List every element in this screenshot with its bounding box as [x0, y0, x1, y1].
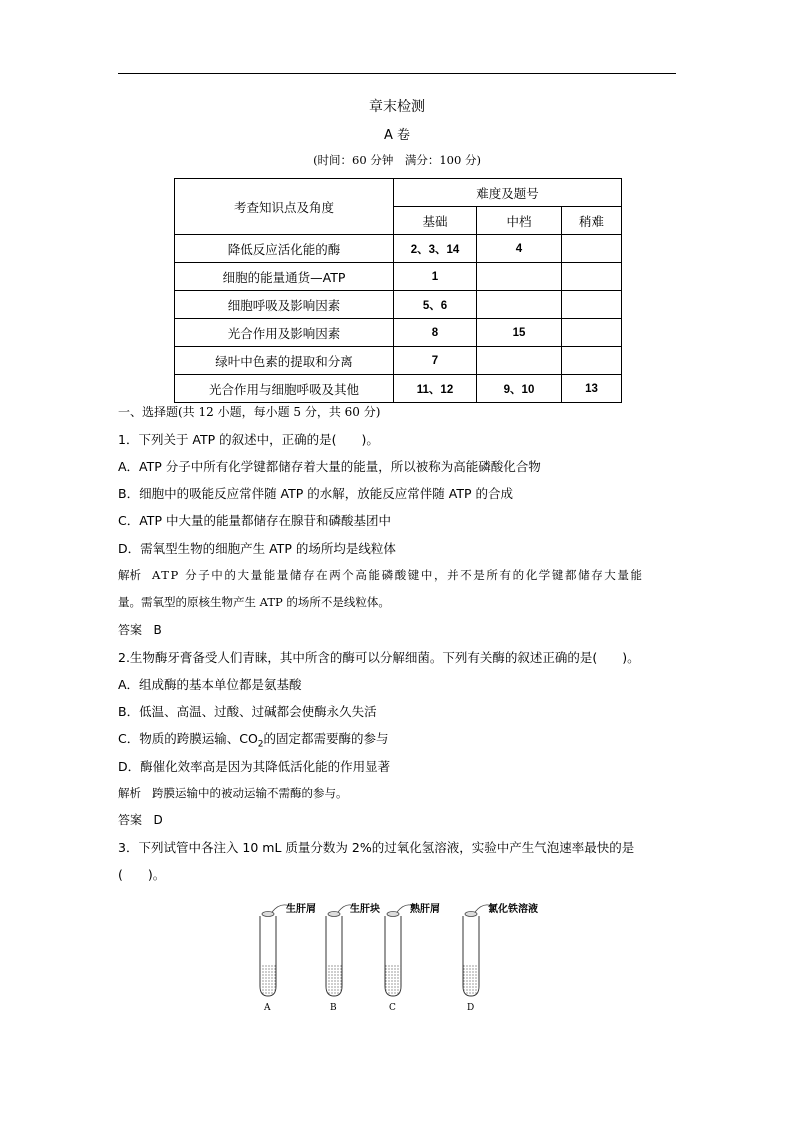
table-level: 中档: [477, 207, 562, 235]
answer-label: 答案: [118, 813, 143, 827]
table-row: [175, 291, 622, 319]
table-cell-hard: [562, 235, 622, 263]
tube-label: 氯化铁溶液: [488, 904, 538, 915]
tube-letter: C: [389, 1003, 396, 1013]
q2-option-d: D．酶催化效率高是因为其降低活化能的作用显著: [118, 759, 391, 774]
knowledge-table: [174, 178, 622, 403]
answer-label: 答案: [118, 623, 143, 637]
table-cell-basic: 2、3、14: [394, 235, 477, 263]
table-topic: 降低反应活化能的酶: [175, 235, 394, 263]
table-cell-medium: [477, 347, 562, 375]
q2-option-a: A．组成酶的基本单位都是氨基酸: [118, 677, 302, 692]
q2-answer: [118, 811, 163, 828]
analysis-label: 解析: [118, 786, 141, 800]
q1-option-a: A．ATP 分子中所有化学键都储存着大量的能量，所以被称为高能磷酸化合物: [118, 459, 541, 474]
table-cell-hard: [562, 319, 622, 347]
tube-label: 生肝屑: [286, 904, 316, 915]
table-row: [175, 375, 622, 403]
table-cell-hard: [562, 347, 622, 375]
table-row: [175, 347, 622, 375]
page-title: 章末检测: [369, 99, 425, 115]
co2-subscript: 2: [257, 739, 264, 750]
table-cell-medium: 4: [477, 235, 562, 263]
table-cell-basic: 8: [394, 319, 477, 347]
table-header-row: [175, 179, 622, 207]
table-cell-medium: 9、10: [477, 375, 562, 403]
tube-letter: A: [264, 1003, 271, 1013]
q2-option-c-rest: 的固定都需要酶的参与: [263, 731, 389, 746]
q2-option-b: B．低温、高温、过酸、过碱都会使酶永久失活: [118, 704, 377, 719]
tube-label: 熟肝屑: [410, 904, 440, 915]
table-cell-hard: 13: [562, 375, 622, 403]
table-level: 稍难: [562, 207, 622, 235]
table-level: 基础: [394, 207, 477, 235]
q2-option-c: [118, 729, 389, 750]
section-heading: 一、选择题(共 12 小题，每小题 5 分，共 60 分): [118, 405, 381, 419]
table-row: [175, 319, 622, 347]
exam-meta: (时间：60 分钟 满分：100 分): [313, 153, 481, 167]
table-cell-basic: 7: [394, 347, 477, 375]
table-topic: 细胞的能量通货—ATP: [175, 263, 394, 291]
tube-letter: B: [330, 1003, 337, 1013]
page-subtitle: A 卷: [383, 128, 411, 143]
q2-option-c-text: C．物质的跨膜运输、CO: [118, 731, 258, 746]
table-cell-basic: 5、6: [394, 291, 477, 319]
table-topic: 绿叶中色素的提取和分离: [175, 347, 394, 375]
tube-letter: D: [467, 1003, 475, 1013]
table-cell-basic: 11、12: [394, 375, 477, 403]
table-row: [175, 263, 622, 291]
test-tube-b: [326, 902, 380, 1013]
test-tube-a: [260, 902, 316, 1013]
q3-stem: 3．下列试管中各注入 10 mL 质量分数为 2%的过氧化氢溶液，实验中产生气泡速率最快的是: [118, 840, 635, 855]
table-topic: 光合作用与细胞呼吸及其他: [175, 375, 394, 403]
table-cell-medium: 15: [477, 319, 562, 347]
test-tube-c: [385, 902, 440, 1013]
tube-label: 生肝块: [350, 904, 380, 915]
test-tube-d: [463, 902, 538, 1013]
q2-analysis: [118, 785, 347, 801]
table-cell-medium: [477, 291, 562, 319]
q1-option-c: C．ATP 中大量的能量都储存在腺苷和磷酸基团中: [118, 513, 391, 528]
table-cell-medium: [477, 263, 562, 291]
table-topic: 光合作用及影响因素: [175, 319, 394, 347]
table-cell-hard: [562, 263, 622, 291]
q1-analysis: [118, 567, 644, 583]
q1-analysis-cont: 量。需氧型的原核生物产生 ATP 的场所不是线粒体。: [118, 595, 390, 609]
table-cell-hard: [562, 291, 622, 319]
q1-stem: 1．下列关于 ATP 的叙述中，正确的是( )。: [118, 432, 379, 447]
table-head-topic: 考查知识点及角度: [175, 179, 394, 235]
table-row: [175, 235, 622, 263]
table-topic: 细胞呼吸及影响因素: [175, 291, 394, 319]
q1-option-b: B．细胞中的吸能反应常伴随 ATP 的水解，放能反应常伴随 ATP 的合成: [118, 486, 513, 501]
test-tubes-figure: [250, 896, 550, 1016]
analysis-text: ATP 分子中的大量能量储存在两个高能磷酸键中，并不是所有的化学键都储存大量能: [151, 568, 644, 582]
q1-answer: [118, 621, 162, 638]
answer-value: D: [153, 813, 163, 827]
header-rule: [118, 73, 676, 74]
analysis-label: 解析: [118, 568, 141, 582]
answer-value: B: [153, 623, 162, 637]
q1-option-d: D．需氧型生物的细胞产生 ATP 的场所均是线粒体: [118, 541, 396, 556]
table-cell-basic: 1: [394, 263, 477, 291]
q3-stem-cont: ( )。: [118, 867, 166, 882]
analysis-text: 跨膜运输中的被动运输不需酶的参与。: [151, 786, 348, 800]
q2-stem: 2.生物酶牙膏备受人们青睐，其中所含的酶可以分解细菌。下列有关酶的叙述正确的是( )。: [118, 650, 640, 665]
table-head-difficulty: 难度及题号: [394, 179, 622, 207]
